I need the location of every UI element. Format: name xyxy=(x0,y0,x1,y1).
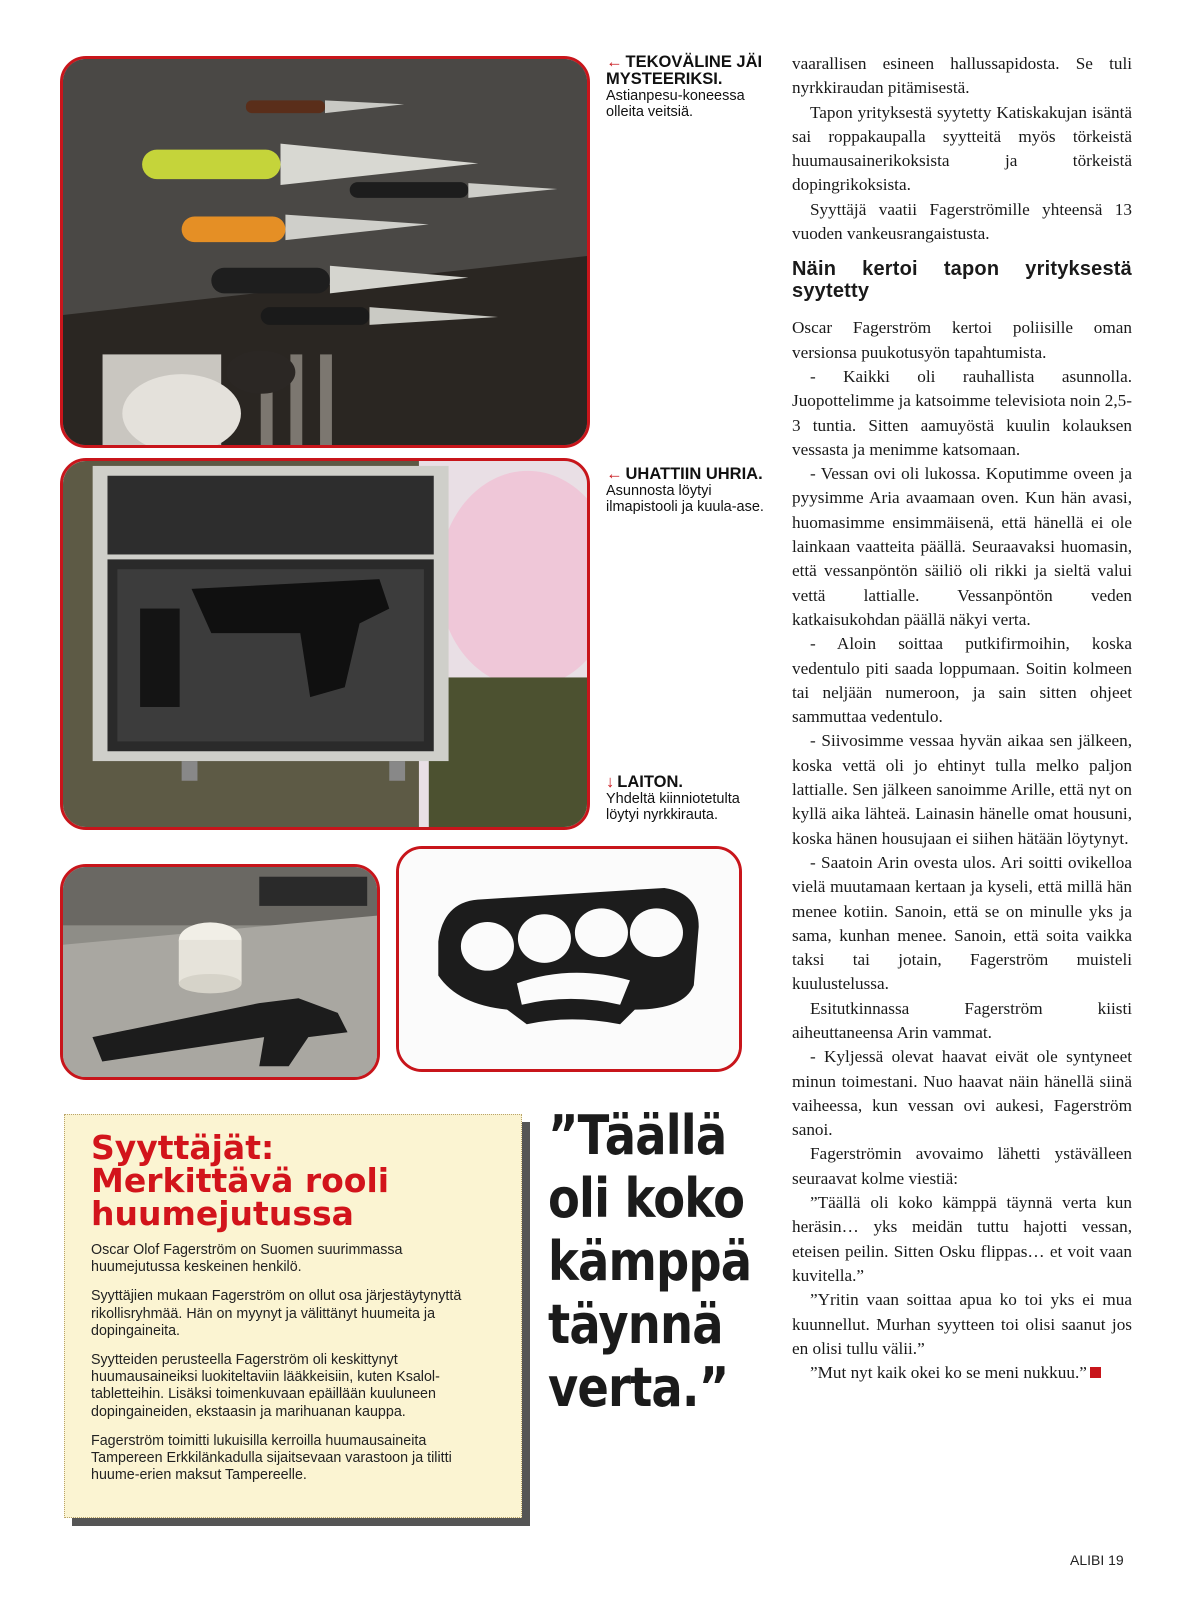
caption-knives-head: ← TEKOVÄLINE JÄI MYSTEERIKSI. xyxy=(606,53,763,88)
caption-pistol-text: Asunnosta löytyi ilmapistooli ja kuula-ase. xyxy=(606,483,764,515)
article-last-paragraph xyxy=(792,1361,1132,1385)
caption-knuckles-text: Yhdeltä kiinniotetulta löytyi nyrkkirauta. xyxy=(606,791,740,823)
sidebar-title xyxy=(91,1128,495,1233)
article-paragraph: - Aloin soittaa putkifirmoihin, koska vedentulo piti saada loppumaan. Soitin kolmeen tai neljään numeroon, ja sain sitten ohjeet sammuttaa vedentulo. xyxy=(792,634,1132,727)
article-paragraph: vaarallisen esineen hallussapidosta. Se tuli nyrkkiraudan pitämisestä. xyxy=(792,54,1132,98)
sidebar-paragraph: Syyttäjien mukaan Fagerström on ollut osa järjestäytynyttä rikollisryhmää. Hän on myynyt ja välittänyt huumeita ja dopingaineita. xyxy=(91,1288,462,1339)
sidebar-title-line: Merkittävä rooli xyxy=(91,1161,390,1200)
pull-quote-line: täynnä xyxy=(548,1293,723,1356)
article-last-text: ”Mut nyt kaik okei ko se meni nukkuu.” xyxy=(810,1363,1087,1383)
article-paragraph: - Kyljessä olevat haavat eivät ole syntyneet minun toimestani. Nuo haavat näin hänellä siinä vaiheessa, kun vessan ovi aukesi, Fagerström sanoi. xyxy=(792,1047,1132,1140)
sidebar-box xyxy=(64,1114,522,1518)
photo-pistol xyxy=(60,458,590,830)
end-mark-icon xyxy=(1090,1367,1101,1378)
photo-revolver xyxy=(60,864,380,1080)
caption-knuckles-head: ↓ LAITON. xyxy=(606,773,683,791)
article-subheading: Näin kertoi tapon yrityksestä syytetty xyxy=(792,258,1132,303)
sidebar-title-line: Syyttäjät: xyxy=(91,1128,275,1167)
arrow-left-icon: ← xyxy=(606,465,623,483)
article-paragraph: - Siivosimme vessaa hyvän aikaa sen jälkeen, koska vettä oli jo ehtinyt tulla melko paljon lattialle. Sen jälkeen sanoimme Arille, että nyt on kyllä aika lähteä. Lainasin hänelle omat housuni, koska hänen housujaan ei siihen hätään löytynyt. xyxy=(792,731,1132,848)
caption-pistol xyxy=(606,466,776,515)
pull-quote-line: ”Täällä xyxy=(548,1104,727,1167)
article-paragraph: Syyttäjä vaatii Fagerströmille yhteensä 13 vuoden vankeusrangaistusta. xyxy=(792,199,1132,244)
article-paragraph: ”Yritin vaan soittaa apua ko toi yks ei mua kuunnellut. Murhan syytteen toi olisi saanut jos en olisi tullu välii.” xyxy=(792,1290,1132,1358)
pull-quote xyxy=(548,1104,751,1419)
article-paragraph: Oscar Fagerström kertoi poliisille oman versionsa puukotusyön tapahtumista. xyxy=(792,318,1132,362)
photo-knuckles xyxy=(396,846,742,1072)
article-column xyxy=(792,52,1132,1385)
pull-quote-line: oli koko xyxy=(548,1167,745,1230)
caption-knives xyxy=(606,54,776,120)
article-paragraph: Tapon yrityksestä syytetty Katiskakujan isäntä sai roppakaupalla syytteitä myös törkeistä huumausainerikoksista ja törkeistä dopingrikoksista. xyxy=(792,102,1132,195)
caption-knuckles xyxy=(606,774,776,823)
article-paragraph: - Vessan ovi oli lukossa. Koputimme oveen ja pyysimme Aria avaamaan oven. Kun hän avasi, huomasimme ensimmäisenä, että hänellä ei ole lainkaan vaatteita päällä. Seuraavaksi huomasin, että vessanpöntön säiliö oli rikki ja sieltä valui vettä lattialle. Vessanpöntön veden katkaisukohdan päällä näkyi verta. xyxy=(792,464,1132,629)
article-paragraph: - Kaikki oli rauhallista asunnolla. Juopottelimme ja katsoimme televisiota noin 2,5-3 tuntia. Sitten aamuyöstä kuulin kolauksen vessasta ja menimme katsomaan. xyxy=(792,366,1132,459)
sidebar-paragraph: Oscar Olof Fagerström on Suomen suurimmassa huumejutussa keskeinen henkilö. xyxy=(91,1242,403,1276)
pull-quote-line: kämppä xyxy=(548,1230,752,1293)
pull-quote-line: verta.” xyxy=(548,1356,729,1419)
arrow-down-icon: ↓ xyxy=(606,773,615,791)
page-folio: ALIBI 19 xyxy=(1070,1552,1124,1568)
arrow-left-icon: ← xyxy=(606,53,623,71)
article-paragraph: Esitutkinnassa Fagerström kiisti aiheuttaneensa Arin vammat. xyxy=(792,998,1132,1042)
photo-knives xyxy=(60,56,590,448)
caption-knives-text: Astianpesu-koneessa olleita veitsiä. xyxy=(606,88,745,120)
sidebar-paragraph: Fagerström toimitti lukuisilla kerroilla huumausaineita Tampereen Erkkilänkadulla sijaitsevaan varastoon ja tilitti huume-erien maksut Tampereelle. xyxy=(91,1432,452,1484)
article-paragraph: Fagerströmin avovaimo lähetti ystävälleen seuraavat kolme viestiä: xyxy=(792,1144,1132,1188)
sidebar-title-line: huumejutussa xyxy=(91,1194,354,1233)
sidebar-paragraph: Syytteiden perusteella Fagerström oli keskittynyt huumausaineiksi luokiteltaviin lääkkeisiin, kuten Ksalol-tabletteihin. Lisäksi toimenkuvaan epäillään kuuluneen dopingaineiden, ekstaasin ja marihuanan kauppa. xyxy=(91,1352,440,1420)
caption-pistol-head: ← UHATTIIN UHRIA. xyxy=(606,465,763,483)
article-paragraph: - Saatoin Arin ovesta ulos. Ari soitti ovikelloa vielä muutamaan kertaan ja kyseli, että millä hän menee kotiin. Sanoin, että se on minulle yks ja sama, kunhan menee. Sanoin, että soita vaikka taksi tai jotain, Fagerström muisteli kuulustelussa. xyxy=(792,852,1132,994)
article-paragraph: ”Täällä oli koko kämppä täynnä verta kun heräsin… yks meidän tuttu hajotti vessan, eteisen peilin. Sitten Osku flippas… et voit vaan kuvitella.” xyxy=(792,1193,1132,1285)
